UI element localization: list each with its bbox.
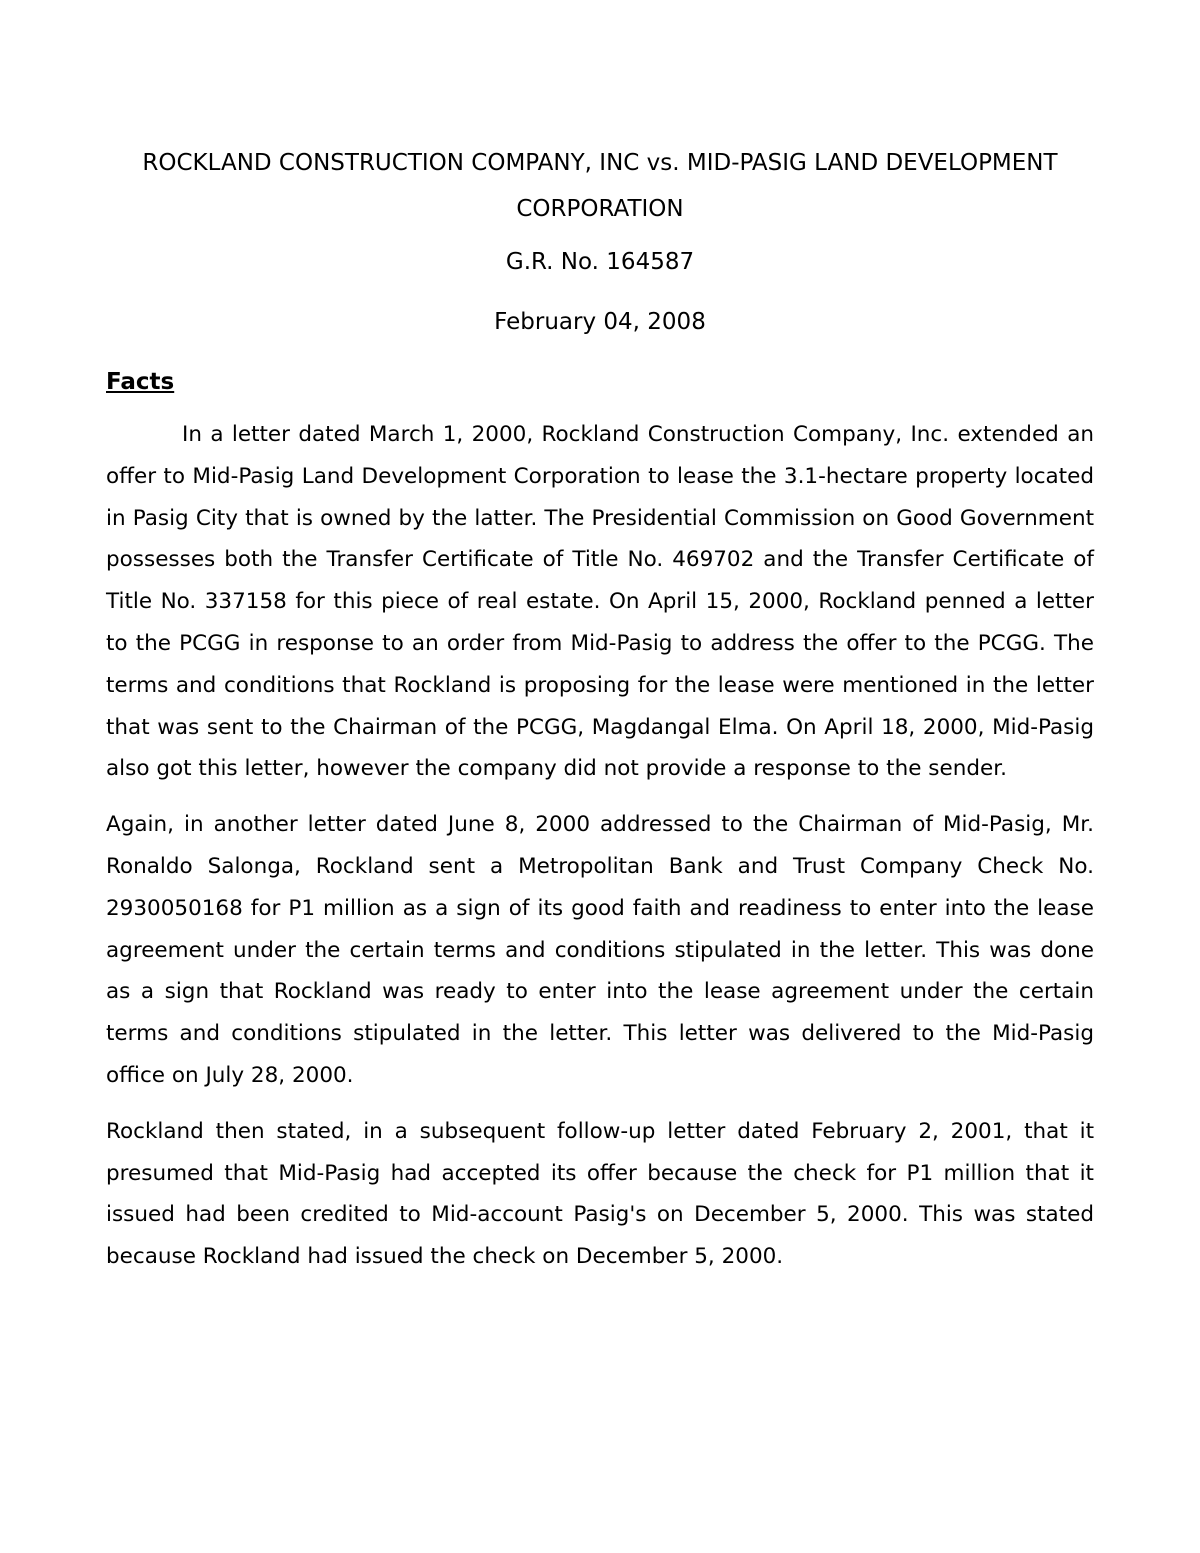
document-page (106, 140, 1094, 1278)
facts-paragraph-3: Rockland then stated, in a subsequent follow-up letter dated February 2, 2001, that it presumed that Mid-Pasig had accepted its offer because the check for P1 million that it issued had been credited to Mid-account Pasig's on December 5, 2000. This was stated because Rockland had issued the check on December 5, 2000. (106, 1118, 1094, 1270)
facts-heading: Facts (106, 369, 175, 395)
case-number: G.R. No. 164587 (505, 249, 695, 275)
case-date: February 04, 2008 (494, 309, 706, 335)
facts-paragraph-2: Again, in another letter dated June 8, 2000 addressed to the Chairman of Mid-Pasig, Mr. Ronaldo Salonga, Rockland sent a Metropolitan Bank and Trust Company Check No. 2930050168 for P1 million as a sign of its good faith and readiness to enter into the lease agreement under the certain terms and conditions stipulated in the letter. This was done as a sign that Rockland was ready to enter into the lease agreement under the certain terms and conditions stipulated in the letter. This letter was delivered to the Mid-Pasig office on July 28, 2000. (106, 812, 1094, 1088)
facts-paragraph-1: In a letter dated March 1, 2000, Rockland Construction Company, Inc. extended an offer to Mid-Pasig Land Development Corporation to lease the 3.1-hectare property located in Pasig City that is owned by the latter. The Presidential Commission on Good Government possesses both the Transfer Certificate of Title No. 469702 and the Transfer Certificate of Title No. 337158 for this piece of real estate. On April 15, 2000, Rockland penned a letter to the PCGG in response to an order from Mid-Pasig to address the offer to the PCGG. The terms and conditions that Rockland is proposing for the lease were mentioned in the letter that was sent to the Chairman of the PCGG, Magdangal Elma. On April 18, 2000, Mid-Pasig also got this letter, however the company did not provide a response to the sender. (106, 422, 1094, 782)
case-title: ROCKLAND CONSTRUCTION COMPANY, INC vs. MID-PASIG LAND DEVELOPMENT CORPORATION (142, 150, 1058, 222)
